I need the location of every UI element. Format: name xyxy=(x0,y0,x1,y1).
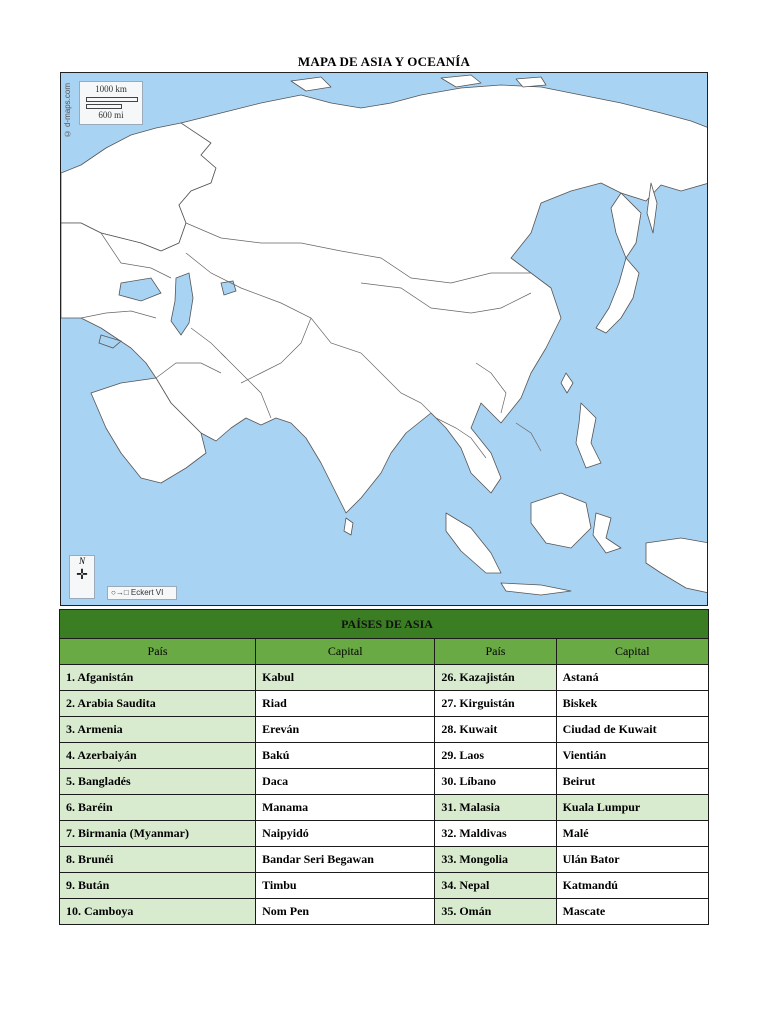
scale-bar-km xyxy=(86,97,138,102)
table-row xyxy=(60,795,709,821)
col-header-country: País xyxy=(60,639,256,665)
country-cell: 27. Kirguistán xyxy=(435,691,556,717)
page-title: MAPA DE ASIA Y OCEANÍA xyxy=(297,54,471,69)
countries-table xyxy=(59,609,709,925)
compass-north-label: N xyxy=(78,556,85,566)
capital-cell: Kabul xyxy=(256,665,435,691)
projection-label xyxy=(107,586,177,600)
table-row xyxy=(60,899,709,925)
projection-name: Eckert VI xyxy=(130,588,164,597)
compass-rose xyxy=(69,555,95,599)
scale-box xyxy=(79,81,143,125)
capital-cell: Timbu xyxy=(256,873,435,899)
table-row xyxy=(60,769,709,795)
country-cell: 35. Omán xyxy=(435,899,556,925)
capital-cell: Biskek xyxy=(556,691,708,717)
capital-cell: Mascate xyxy=(556,899,708,925)
country-cell: 7. Birmania (Myanmar) xyxy=(60,821,256,847)
capital-cell: Riad xyxy=(256,691,435,717)
capital-cell: Ulán Bator xyxy=(556,847,708,873)
country-cell: 6. Baréin xyxy=(60,795,256,821)
country-cell: 28. Kuwait xyxy=(435,717,556,743)
capital-cell: Kuala Lumpur xyxy=(556,795,708,821)
country-cell: 32. Maldivas xyxy=(435,821,556,847)
col-header-country: País xyxy=(435,639,556,665)
map-outline xyxy=(61,73,708,606)
table-row xyxy=(60,847,709,873)
capital-cell: Bakú xyxy=(256,743,435,769)
capital-cell: Malé xyxy=(556,821,708,847)
country-cell: 8. Brunéi xyxy=(60,847,256,873)
asia-map xyxy=(60,72,708,606)
compass-arrow-icon: ✛ xyxy=(76,568,88,583)
table-row xyxy=(60,691,709,717)
scale-km-label: 1000 km xyxy=(95,84,127,94)
country-cell: 3. Armenia xyxy=(60,717,256,743)
capital-cell: Vientián xyxy=(556,743,708,769)
country-cell: 10. Camboya xyxy=(60,899,256,925)
table-row xyxy=(60,821,709,847)
capital-cell: Nom Pen xyxy=(256,899,435,925)
country-cell: 31. Malasia xyxy=(435,795,556,821)
country-cell: 33. Mongolia xyxy=(435,847,556,873)
country-cell: 5. Bangladés xyxy=(60,769,256,795)
country-cell: 1. Afganistán xyxy=(60,665,256,691)
table-row xyxy=(60,665,709,691)
capital-cell: Daca xyxy=(256,769,435,795)
country-cell: 26. Kazajistán xyxy=(435,665,556,691)
table-row xyxy=(60,717,709,743)
projection-icon: ○→□ xyxy=(111,588,131,597)
capital-cell: Astaná xyxy=(556,665,708,691)
capital-cell: Ereván xyxy=(256,717,435,743)
scale-mi-label: 600 mi xyxy=(98,110,124,120)
country-cell: 2. Arabia Saudita xyxy=(60,691,256,717)
country-cell: 4. Azerbaiyán xyxy=(60,743,256,769)
country-cell: 34. Nepal xyxy=(435,873,556,899)
map-credit: © d-maps.com xyxy=(63,83,72,139)
capital-cell: Manama xyxy=(256,795,435,821)
country-cell: 30. Líbano xyxy=(435,769,556,795)
country-cell: 29. Laos xyxy=(435,743,556,769)
capital-cell: Katmandú xyxy=(556,873,708,899)
col-header-capital: Capital xyxy=(556,639,708,665)
table-section-title: PAÍSES DE ASIA xyxy=(60,610,709,639)
capital-cell: Beirut xyxy=(556,769,708,795)
capital-cell: Bandar Seri Begawan xyxy=(256,847,435,873)
country-cell: 9. Bután xyxy=(60,873,256,899)
table-row xyxy=(60,743,709,769)
table-row xyxy=(60,873,709,899)
capital-cell: Ciudad de Kuwait xyxy=(556,717,708,743)
scale-bar-mi xyxy=(86,104,122,109)
col-header-capital: Capital xyxy=(256,639,435,665)
capital-cell: Naipyidó xyxy=(256,821,435,847)
